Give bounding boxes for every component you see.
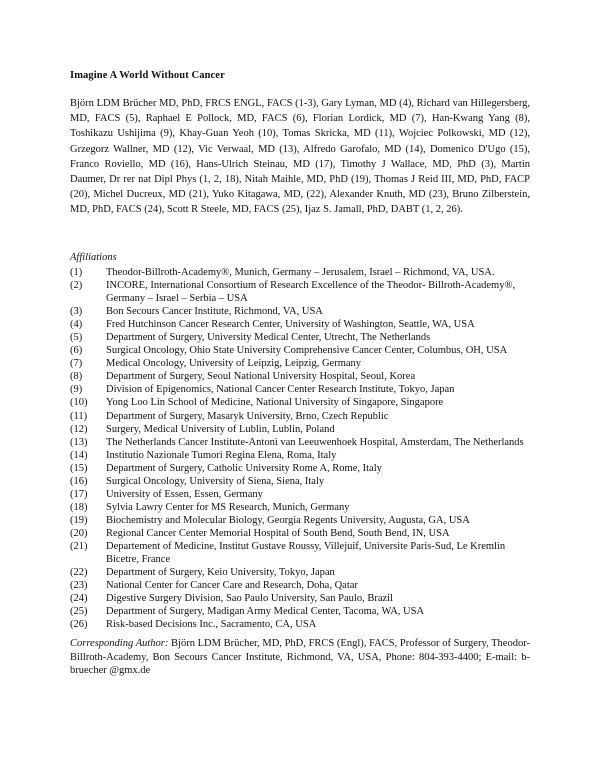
affiliation-number: (8) <box>70 371 83 383</box>
corresponding-author <box>70 637 530 678</box>
affiliation-number: (20) <box>70 527 88 539</box>
affiliation-text: Bon Secours Cancer Institute, Richmond, VA, USA <box>106 306 323 318</box>
affiliation-text: Medical Oncology, University of Leipzig, Leipzig, Germany <box>106 358 362 370</box>
affiliation-number: (11) <box>70 410 88 422</box>
affiliation-text: INCORE, International Consortium of Research Excellence of the Theodor- Billroth-Academy®, Germany – Israel – Serbia – USA <box>106 280 516 305</box>
affiliation-text: National Center for Cancer Care and Research, Doha, Qatar <box>106 580 358 592</box>
affiliation-item <box>70 566 540 579</box>
affiliation-text: University of Essen, Essen, Germany <box>106 488 263 500</box>
corresponding-author-label: Corresponding Author: <box>70 638 169 649</box>
affiliations-heading: Affiliations <box>70 252 117 263</box>
affiliation-item <box>70 462 540 475</box>
affiliation-number: (4) <box>70 319 83 331</box>
affiliation-number: (13) <box>70 436 88 448</box>
affiliation-number: (14) <box>70 449 88 461</box>
affiliation-item <box>70 592 540 605</box>
affiliation-item <box>70 475 540 488</box>
affiliation-text: Department of Surgery, Keio University, Tokyo, Japan <box>106 567 335 579</box>
affiliation-text: Department of Surgery, Madigan Army Medical Center, Tacoma, WA, USA <box>106 606 425 618</box>
affiliation-item <box>70 318 540 331</box>
affiliation-item <box>70 449 540 462</box>
affiliation-text: Regional Cancer Center Memorial Hospital of South Bend, South Bend, IN, USA <box>106 527 450 539</box>
affiliation-item <box>70 279 540 305</box>
corresponding-author-details: Björn LDM Brücher, MD, PhD, FRCS (Engl), FACS, Professor of Surgery, Theodor-Billroth-Academy, Bon Secours Cancer Institute, Richmond, VA, USA, Phone: 804-393-4400; E-mail: b-bruecher @gmx.de <box>70 638 530 676</box>
affiliation-number: (2) <box>70 280 83 292</box>
affiliation-text: Institutio Nazionale Tumori Regina Elena, Roma, Italy <box>106 449 337 461</box>
affiliation-item <box>70 423 540 436</box>
affiliation-item <box>70 266 540 279</box>
affiliation-number: (19) <box>70 514 88 526</box>
affiliation-text: Surgical Oncology, University of Siena, Siena, Italy <box>106 475 325 487</box>
affiliation-text: Yong Loo Lin School of Medicine, National University of Singapore, Singapore <box>106 397 444 409</box>
affiliation-number: (1) <box>70 267 83 278</box>
author-list: Björn LDM Brücher MD, PhD, FRCS ENGL, FACS (1-3), Gary Lyman, MD (4), Richard van Hillegersberg, MD, FACS (5), Raphael E Pollock, MD, FACS (6), Florian Lordick, MD (7), Han-Kwang Yang (8), Toshikazu Ushijima (9), Khay-Guan Yeoh (10), Tomas Skricka, MD (11), Wojciec Polkowski, MD (12), Grzegorz Wallner, MD (12), Vic Verwaal, MD (13), Alfredo Garofalo, MD (14), Domenico D'Ugo (15), Franco Roviello, MD (16), Hans-Ulrich Steinau, MD (17), Timothy J Wallace, MD, PhD (3), Martin Daumer, Dr rer nat Dipl Phys (1, 2, 18), Nitah Maihle, MD, PhD (19), Thomas J Reid III, MD, PhD, FACP (20), Michel Ducreux, MD (21), Yuko Kitagawa, MD, (22), Alexander Knuth, MD (23), Bruno Zilberstein, MD, PhD, FACS (24), Scott R Steele, MD, FACS (25), Ijaz S. Jamall, PhD, DABT (1, 2, 26). <box>70 98 530 216</box>
affiliation-number: (7) <box>70 358 83 370</box>
paper-title: Imagine A World Without Cancer <box>70 70 225 81</box>
affiliation-item <box>70 605 540 618</box>
affiliation-item <box>70 436 540 449</box>
affiliation-item <box>70 305 540 318</box>
affiliation-text: Fred Hutchinson Cancer Research Center, University of Washington, Seattle, WA, USA <box>106 319 475 331</box>
affiliation-item <box>70 618 540 631</box>
affiliation-text: Department of Surgery, Seoul National University Hospital, Seoul, Korea <box>106 371 416 383</box>
affiliation-number: (21) <box>70 540 88 552</box>
affiliation-item <box>70 383 540 396</box>
affiliation-text: Surgery, Medical University of Lublin, Lublin, Poland <box>106 423 335 435</box>
affiliation-number: (5) <box>70 332 83 344</box>
affiliation-text: Department of Surgery, Catholic University Rome A, Rome, Italy <box>106 462 382 474</box>
affiliation-number: (12) <box>70 423 88 435</box>
affiliation-text: Theodor-Billroth-Academy®, Munich, Germany – Jerusalem, Israel – Richmond, VA, USA. <box>106 267 495 278</box>
affiliation-number: (6) <box>70 345 83 357</box>
affiliation-number: (15) <box>70 462 88 474</box>
affiliation-number: (17) <box>70 488 88 500</box>
affiliation-item <box>70 396 540 409</box>
affiliation-text: Surgical Oncology, Ohio State University Comprehensive Cancer Center, Columbus, OH, USA <box>106 345 508 357</box>
affiliation-item <box>70 370 540 383</box>
affiliation-text: The Netherlands Cancer Institute-Antoni van Leeuwenhoek Hospital, Amsterdam, The Netherlands <box>106 436 524 448</box>
affiliation-number: (3) <box>70 306 83 318</box>
affiliation-item <box>70 410 540 423</box>
affiliation-item <box>70 331 540 344</box>
affiliation-item <box>70 514 540 527</box>
affiliation-text: Department of Surgery, University Medical Center, Utrecht, The Netherlands <box>106 332 431 344</box>
affiliation-number: (16) <box>70 475 88 487</box>
affiliation-text: Department of Surgery, Masaryk University, Brno, Czech Republic <box>106 410 389 422</box>
affiliation-item <box>70 357 540 370</box>
affiliation-number: (22) <box>70 567 88 579</box>
affiliation-item <box>70 527 540 540</box>
affiliation-text: Division of Epigenomics, National Cancer Center Research Institute, Tokyo, Japan <box>106 384 455 396</box>
affiliation-number: (9) <box>70 384 83 396</box>
affiliation-number: (24) <box>70 593 88 605</box>
affiliation-text: Biochemistry and Molecular Biology, Georgia Regents University, Augusta, GA, USA <box>106 514 470 526</box>
affiliation-number: (10) <box>70 397 88 409</box>
affiliation-number: (25) <box>70 606 88 618</box>
affiliation-item <box>70 540 540 566</box>
affiliation-number: (26) <box>70 619 88 631</box>
affiliation-item <box>70 501 540 514</box>
affiliation-item <box>70 344 540 357</box>
affiliation-item <box>70 579 540 592</box>
affiliation-number: (23) <box>70 580 88 592</box>
affiliation-item <box>70 488 540 501</box>
affiliation-number: (18) <box>70 501 88 513</box>
affiliation-text: Sylvia Lawry Center for MS Research, Munich, Germany <box>106 501 350 513</box>
affiliation-text: Departement of Medicine, Institut Gustave Roussy, Villejuif, Universite Paris-Sud, Le Kremlin Bicetre, France <box>106 540 506 566</box>
affiliation-text: Risk-based Decisions Inc., Sacramento, CA, USA <box>106 619 317 631</box>
affiliation-text: Digestive Surgery Division, Sao Paulo University, San Paulo, Brazil <box>106 593 393 605</box>
affiliations-list <box>70 266 540 631</box>
